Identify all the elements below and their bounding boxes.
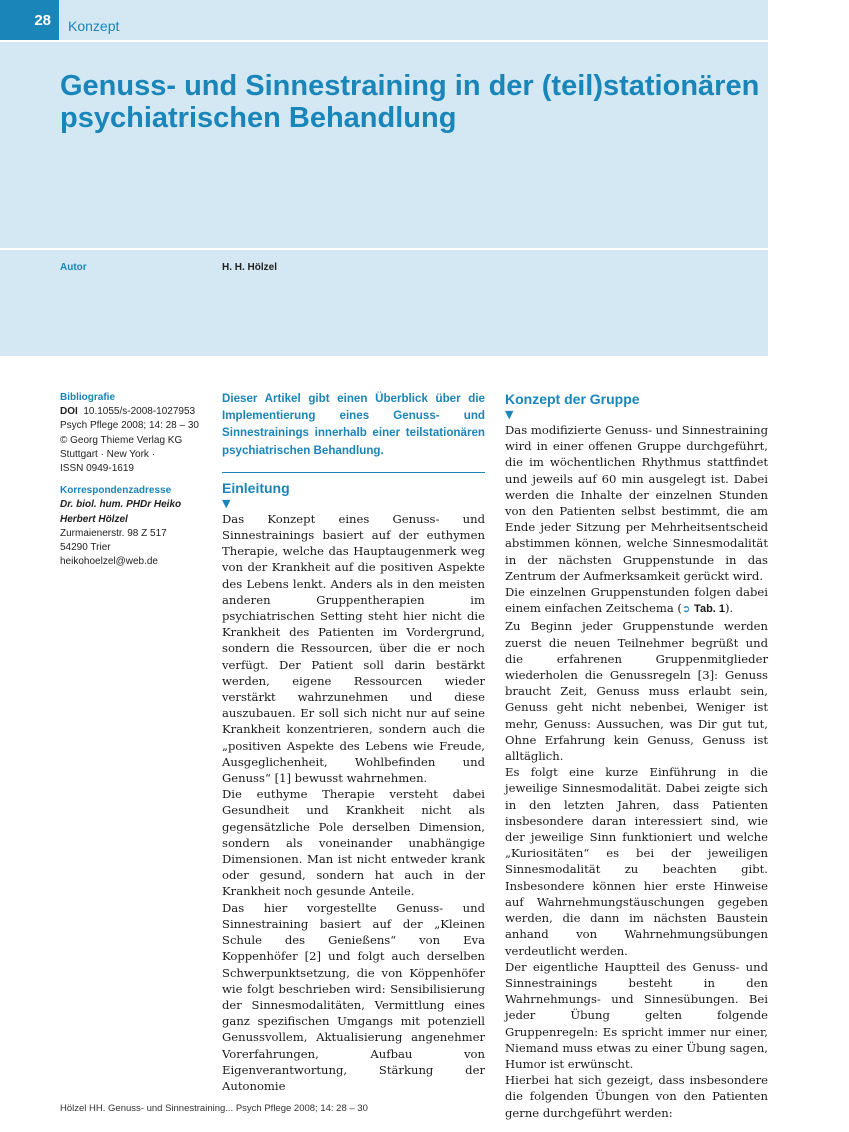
- triangle-down-icon: ▼: [222, 496, 231, 510]
- correspondence-city: 54290 Trier: [60, 542, 111, 554]
- concept-paragraph-1: Das modifizierte Genuss- und Sinnestraining wird in einer offenen Gruppe durchgeführt, die im wöchentlichen Rhythmus stattfindet und jeweils auf 60 min ausgelegt ist. Dabei werden die Inhalte der einzelnen Stunden von den Patienten selbst bestimmt, die am Ende jeder Sitzung per Mehrheitsentscheid abstimmen können, welche Sinnesmodalität in der nächsten Gruppenstunde in das Zentrum der Aufmerksamkeit gerückt wird.: [505, 423, 768, 583]
- publisher-location: Stuttgart · New York ·: [60, 448, 156, 460]
- right-column: [505, 390, 768, 1121]
- intro-heading: Einleitung: [222, 479, 290, 496]
- header-band: [0, 0, 768, 356]
- middle-column: [222, 390, 485, 1094]
- correspondence-street: Zurmaienerstr. 98 Z 517: [60, 527, 167, 539]
- title-divider: [0, 248, 768, 250]
- bibliography-heading: Bibliografie: [60, 392, 116, 403]
- copyright: © Georg Thieme Verlag KG: [60, 434, 183, 446]
- page-number: 28: [0, 0, 59, 40]
- correspondence-name-2: Herbert Hölzel: [60, 513, 128, 525]
- doi-value[interactable]: 10.1055/s-2008-1027953: [83, 406, 196, 418]
- doi-line: [60, 405, 210, 419]
- correspondence-email[interactable]: heikohoelzel@web.de: [60, 556, 158, 568]
- header-divider: [0, 40, 768, 42]
- concept-paragraph-5: Der eigentliche Hauptteil des Genuss- und Sinnestrainings besteht in den Wahrnehmungs- und Sinnesübungen. Bei jeder Übung gelten folgende Gruppenregeln: Es spricht immer nur einer, Niemand muss etwas zu einer Übung sagen, Humor ist erwünscht.: [505, 959, 768, 1071]
- concept-paragraph-3: Zu Beginn jeder Gruppenstunde werden zuerst die neuen Teilnehmer begrüßt und die erfahrenen Gruppenmitglieder wiederholen die Genussregeln [3]: Genuss braucht Zeit, Genuss muss erlaubt sein, Genuss geht nicht nebenbei, Weniger ist mehr, Genuss: Aussuchen, was Dir gut tut, Ohne Erfahrung kein Genuss, Genuss ist alltäglich.: [505, 619, 768, 764]
- author-label: Autor: [60, 262, 87, 273]
- triangle-down-icon: ▼: [505, 408, 514, 421]
- arrow-right-circle-icon: ➲: [681, 604, 691, 616]
- bibliography-sidebar: [60, 391, 210, 569]
- correspondence-heading: Korrespondenzadresse: [60, 485, 172, 497]
- abstract-divider: [222, 472, 485, 473]
- issn: ISSN 0949-1619: [60, 463, 134, 475]
- concept-paragraph-2: [505, 584, 768, 618]
- intro-paragraph-2: Die euthyme Therapie versteht dabei Gesundheit und Krankheit nicht als gegensätzliche Pole derselben Dimension, sondern als voneinander unabhängige Dimensionen. Man ist nicht entweder krank oder gesund, sondern hat auch in der Krankheit noch gesunde Anteile.: [222, 787, 485, 899]
- concept-paragraph-6: Hierbei hat sich gezeigt, dass insbesondere die folgenden Übungen von den Patienten gerne durchgeführt werden:: [505, 1073, 768, 1120]
- author-name: H. H. Hölzel: [222, 262, 278, 273]
- correspondence-name-1: Dr. biol. hum. PHDr Heiko: [60, 499, 182, 511]
- section-label: Konzept: [68, 18, 120, 34]
- concept-paragraph-2-text: Die einzelnen Gruppenstunden folgen dabei einem einfachen Zeitschema (: [505, 585, 768, 616]
- concept-paragraph-2-end: ).: [725, 601, 734, 616]
- article-title: Genuss- und Sinnestraining in der (teil)stationären psychiatrischen Behandlung: [60, 70, 760, 134]
- citation: Psych Pflege 2008; 14: 28 – 30: [60, 420, 199, 432]
- concept-heading: Konzept der Gruppe: [505, 391, 640, 407]
- doi-label: DOI: [60, 406, 78, 418]
- intro-paragraph-3: Das hier vorgestellte Genuss- und Sinnestraining basiert auf der „Kleinen Schule des Genießens“ von Eva Koppenhöfer [2] und folgt auch derselben Schwerpunktsetzung, die von Köppenhöfer wie folgt beschrieben wird: Sensibilisierung der Sinnesmodalitäten, Vermittlung eines ganz spezifischen Umgangs mit potenziell Genussvollem, Aktualisierung angenehmer Vorerfahrungen, Aufbau von Eigenverantwortung, Stärkung der Autonomie: [222, 900, 485, 1093]
- concept-paragraph-4: Es folgt eine kurze Einführung in die jeweilige Sinnesmodalität. Dabei zeigte sich in den letzten Jahren, dass Patienten insbesondere daran interessiert sind, wie der jeweilige Sinn funktioniert und welche „Kuriositäten“ es bei der jeweiligen Sinnesmodalität zu beachten gibt. Insbesondere können hier erste Hinweise auf Wahrnehmungstäuschungen gegeben werden, die dann im nächsten Baustein anhand von Wahrnehmungsübungen verdeutlicht werden.: [505, 765, 768, 958]
- page-footer: Hölzel HH. Genuss- und Sinnestraining... Psych Pflege 2008; 14: 28 – 30: [60, 1103, 368, 1114]
- intro-paragraph-1: Das Konzept eines Genuss- und Sinnestrainings basiert auf der euthymen Therapie, welche das Hauptaugenmerk weg von der Krankheit auf die positiven Aspekte des Lebens lenkt. Anders als in den meisten anderen Gruppentherapien im psychiatrischen Setting steht hier nicht die Krankheit des Patienten im Vordergrund, sondern die Ressourcen, über die er noch verfügt. Der Patient soll darin bestärkt werden, eigene Ressourcen wieder verstärkt wahrzunehmen und diese auszubauen. Er soll sich nicht nur auf seine Krankheit konzentrieren, sondern auch die „positiven Aspekte des Lebens wie Freude, Ausgeglichenheit, Wohlbefinden und Genuss“ [1] bewusst wahrnehmen.: [222, 511, 485, 786]
- abstract: Dieser Artikel gibt einen Überblick über die Implementierung eines Genuss- und Sinnestrainings innerhalb einer teilstationären psychiatrischen Behandlung.: [222, 392, 485, 457]
- table-reference-link[interactable]: Tab. 1: [694, 603, 726, 616]
